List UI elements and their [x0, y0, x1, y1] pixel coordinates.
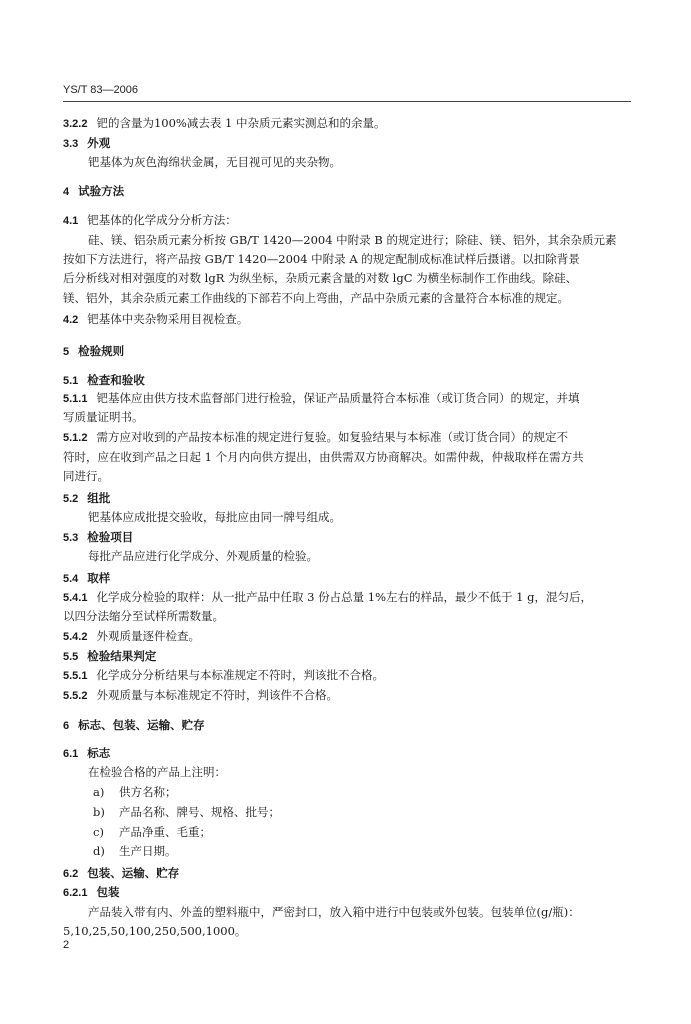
clause-number: 6.2: [63, 868, 79, 880]
heading-5-2: [63, 490, 110, 507]
heading-5-5: [63, 648, 156, 665]
paragraph-5-2: 钯基体应成批提交验收，每批应由同一牌号组成。: [88, 510, 341, 524]
heading-4: [63, 183, 124, 200]
clause-title: 钯基体的化学成分分析方法：: [87, 213, 237, 227]
clause-5-1-1: [63, 390, 579, 407]
paragraph-4-1-line: 后分析线对相对强度的对数 lgR 为纵坐标，杂质元素含量的对数 lgC 为横坐标制作工作曲线。除硅、: [63, 271, 578, 285]
clause-number: 5.2: [63, 493, 79, 505]
paragraph-4-1-line: 镁、铝外，其余杂质元素工作曲线的下部若不向上弯曲，产品中杂质元素的含量符合本标准的规定。: [63, 291, 569, 305]
clause-number: 5.4: [63, 573, 79, 585]
clause-number: 5.5.2: [63, 690, 88, 702]
standard-header: YS/T 83—2006: [63, 84, 139, 96]
heading-6-1: [63, 745, 110, 762]
clause-text: 钯的含量为100%减去表 1 中杂质元素实测总和的余量。: [96, 116, 386, 130]
list-item: [93, 784, 177, 800]
paragraph-6-1-intro: 在检验合格的产品上注明：: [88, 765, 226, 779]
clause-5-1-2-line: 符时，应在收到产品之日起 1 个月内向供方提出，由供需双方协商解决。如需仲裁，仲裁取样在需方共: [63, 450, 584, 464]
clause-number: 5.1: [63, 375, 79, 387]
list-label: d): [93, 844, 105, 858]
list-label: c): [93, 825, 104, 839]
list-item: [93, 804, 280, 820]
clause-number: 4: [63, 186, 70, 198]
clause-number: 5.5.1: [63, 670, 88, 682]
clause-title: 检查和验收: [87, 373, 145, 387]
paragraph-4-1-line: 按如下方法进行，将产品按 GB/T 1420—2004 中附录 A 的规定配制成标准试样后摄谱。以扣除背景: [63, 252, 580, 266]
clause-5-5-1: [63, 667, 384, 684]
clause-title: 检验项目: [87, 530, 134, 544]
paragraph-5-3: 每批产品应进行化学成分、外观质量的检验。: [88, 549, 318, 563]
heading-5-1: [63, 372, 145, 389]
clause-number: 5.1.1: [63, 393, 88, 405]
list-text: 产品名称、牌号、规格、批号；: [119, 805, 280, 819]
clause-title: 取样: [87, 571, 111, 585]
clause-number: 5.4.1: [63, 592, 88, 604]
heading-5-4: [63, 570, 110, 587]
clause-number: 5: [63, 346, 70, 358]
heading-6: [63, 717, 205, 734]
list-text: 供方名称；: [119, 785, 177, 799]
heading-5-3: [63, 529, 133, 546]
clause-5-4-1-line: 以四分法缩分至试样所需数量。: [63, 609, 224, 623]
list-label: a): [93, 785, 105, 799]
clause-number: 5.1.2: [63, 432, 88, 444]
paragraph-4-1-line: 硅、镁、铝杂质元素分析按 GB/T 1420—2004 中附录 B 的规定进行；除硅、镁、铝外，其余杂质元素: [88, 233, 617, 247]
clause-title: 标志、包装、运输、贮存: [78, 718, 205, 732]
clause-4-1: [63, 212, 237, 229]
clause-text: 钯基体应由供方技术监督部门进行检验，保证产品质量符合本标准（或订货合同）的规定，并填: [96, 391, 580, 405]
clause-number: 6.1: [63, 748, 79, 760]
clause-title: 检验结果判定: [87, 649, 157, 663]
clause-number: 5.5: [63, 651, 79, 663]
clause-text: 外观质量与本标准规定不符时，判该件不合格。: [96, 688, 338, 702]
clause-5-4-1: [63, 589, 592, 606]
clause-text: 需方应对收到的产品按本标准的规定进行复验。如复验结果与本标准（或订货合同）的规定不: [96, 430, 568, 444]
clause-number: 4.1: [63, 215, 79, 227]
clause-number: 3.3: [63, 138, 79, 150]
clause-5-4-2: [63, 628, 200, 645]
paragraph-6-2-1-line: 产品装入带有内、外盖的塑料瓶中，严密封口，放入箱中进行中包装或外包装。包装单位(g/瓶)：: [88, 905, 580, 919]
clause-5-1-2-line: 同进行。: [63, 469, 109, 483]
clause-number: 6: [63, 720, 70, 732]
clause-4-2: [63, 311, 248, 328]
heading-6-2-1: [63, 884, 119, 901]
clause-number: 3.2.2: [63, 118, 88, 130]
paragraph-6-2-1-line: 5,10,25,50,100,250,500,1000。: [63, 924, 247, 938]
clause-title: 包装: [96, 885, 120, 899]
clause-number: 5.3: [63, 532, 79, 544]
clause-text: 化学成分检验的取样：从一批产品中任取 3 份占总量 1%左右的样品，最少不低于 1 g，混匀后，: [96, 590, 592, 604]
clause-text: 钯基体中夹杂物采用目视检查。: [87, 312, 249, 326]
list-text: 生产日期。: [119, 844, 177, 858]
clause-5-1-2: [63, 429, 568, 446]
page-number: 2: [63, 939, 70, 951]
clause-number: 6.2.1: [63, 887, 88, 899]
clause-title: 试验方法: [78, 184, 125, 198]
list-item: [93, 824, 211, 840]
clause-title: 检验规则: [78, 344, 125, 358]
clause-text: 化学成分分析结果与本标准规定不符时，判该批不合格。: [96, 668, 384, 682]
clause-3-2-2: [63, 115, 385, 132]
list-item: [93, 843, 177, 859]
clause-text: 外观质量逐件检查。: [96, 629, 200, 643]
heading-5: [63, 343, 124, 360]
header-rule: [63, 101, 631, 102]
clause-title: 组批: [87, 491, 111, 505]
heading-6-2: [63, 865, 179, 882]
heading-3-3: [63, 135, 110, 152]
clause-number: 4.2: [63, 314, 79, 326]
paragraph-3-3: 钯基体为灰色海绵状金属，无目视可见的夹杂物。: [88, 155, 341, 169]
list-label: b): [93, 805, 105, 819]
clause-5-5-2: [63, 687, 338, 704]
clause-title: 包装、运输、贮存: [87, 866, 180, 880]
clause-title: 标志: [87, 746, 111, 760]
clause-title: 外观: [87, 136, 111, 150]
clause-5-1-1-line: 写质量证明书。: [63, 410, 144, 424]
list-text: 产品净重、毛重；: [119, 825, 211, 839]
clause-number: 5.4.2: [63, 631, 88, 643]
